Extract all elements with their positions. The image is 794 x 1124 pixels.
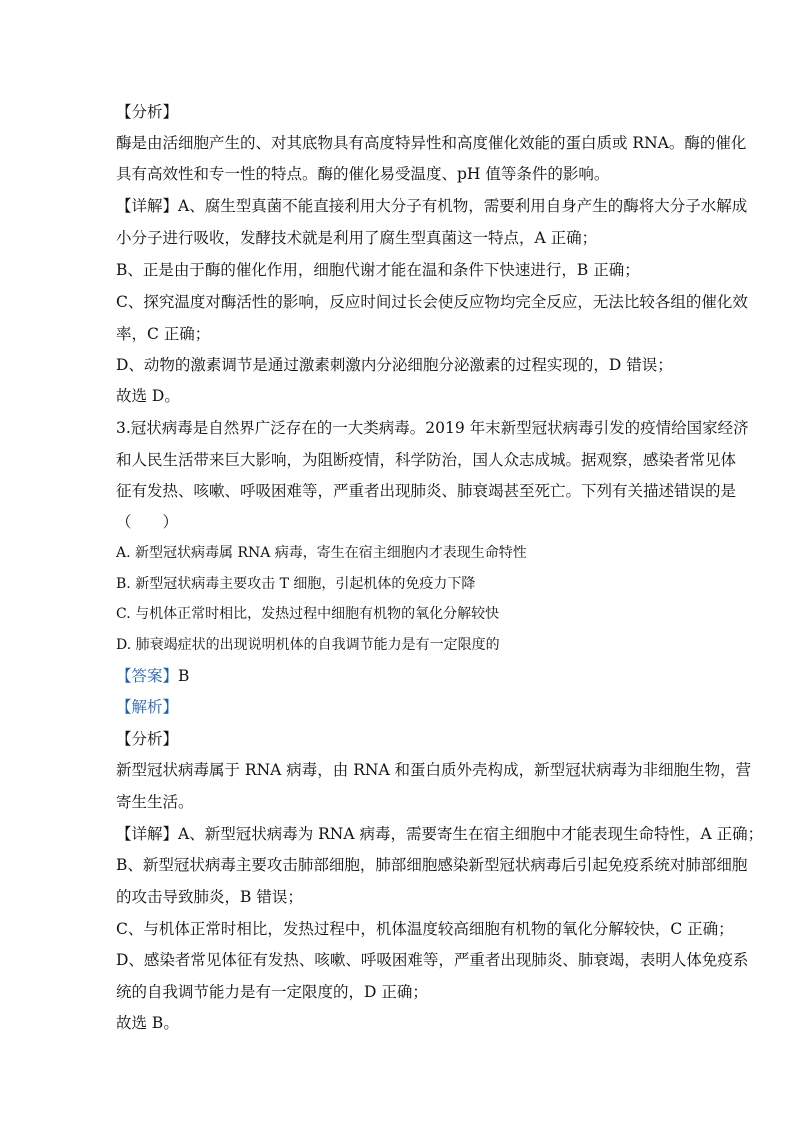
option-a: A. 新型冠状病毒属 RNA 病毒，寄生在宿主细胞内才表现生命特性 [116,545,527,561]
question-stem-line: 3.冠状病毒是自然界广泛存在的一大类病毒。2019 年末新型冠状病毒引发的疫情给国家经济 [116,419,749,437]
analysis-heading: 【分析】 [116,730,179,748]
detail-text-line: 【详解】A、新型冠状病毒为 RNA 病毒，需要寄生在宿主细胞中才能表现生命特性，A 正确； [116,825,764,843]
option-d: D. 肺衰竭症状的出现说明机体的自我调节能力是有一定限度的 [116,637,500,653]
option-c: C. 与机体正常时相比，发热过程中细胞有机物的氧化分解较快 [116,606,500,622]
question-stem-line: 征有发热、咳嗽、呼吸困难等，严重者出现肺炎、肺衰竭甚至死亡。下列有关描述错误的是 [116,482,737,500]
detail-text-line: D、感染者常见体征有发热、咳嗽、呼吸困难等，严重者出现肺炎、肺衰竭，表明人体免疫系 [116,951,749,969]
detail-text-line: D、动物的激素调节是通过激素刺激内分泌细胞分泌激素的过程实现的，D 错误； [116,356,673,374]
conclusion-text: 故选 D。 [116,387,180,405]
analysis-text-line: 寄生生活。 [116,793,194,811]
analysis-text-line: 具有高效性和专一性的特点。酶的催化易受温度、pH 值等条件的影响。 [116,165,610,183]
detail-text-line: 的攻击导致肺炎，B 错误； [116,888,303,906]
question-stem-line: 和人民生活带来巨大影响，为阻断疫情，科学防治，国人众志成城。据观察，感染者常见体 [116,451,737,469]
analysis-heading: 【分析】 [116,103,179,121]
answer-row [116,666,189,686]
explanation-label: 【解析】 [116,698,179,716]
detail-text-line: 小分子进行吸收，发酵技术就是利用了腐生型真菌这一特点，A 正确； [116,229,598,247]
detail-text-line: B、新型冠状病毒主要攻击肺部细胞，肺部细胞感染新型冠状病毒后引起免疫系统对肺部细胞 [116,856,748,874]
answer-label: 【答案】 [116,667,179,685]
answer-value: B [178,667,190,685]
analysis-text-line: 新型冠状病毒属于 RNA 病毒，由 RNA 和蛋白质外壳构成，新型冠状病毒为非细胞生物，营 [116,761,752,779]
detail-text-line: B、正是由于酶的催化作用，细胞代谢才能在温和条件下快速进行，B 正确； [116,261,640,279]
detail-text-line: C、探究温度对酶活性的影响，反应时间过长会使反应物均完全反应，无法比较各组的催化效 [116,293,748,311]
detail-text-line: C、与机体正常时相比，发热过程中，机体温度较高细胞有机物的氧化分解较快，C 正确； [116,920,734,938]
analysis-text-line: 酶是由活细胞产生的、对其底物具有高度特异性和高度催化效能的蛋白质或 RNA。酶的催化 [116,134,747,152]
question-blank-bracket: （ ） [116,513,179,531]
detail-text-line: 【详解】A、腐生型真菌不能直接利用大分子有机物，需要利用自身产生的酶将大分子水解成 [116,197,748,215]
detail-text-line: 统的自我调节能力是有一定限度的，D 正确； [116,983,428,1001]
conclusion-text: 故选 B。 [116,1014,179,1032]
option-b: B. 新型冠状病毒主要攻击 T 细胞，引起机体的免疫力下降 [116,576,476,592]
detail-text-line: 率，C 正确； [116,325,211,343]
